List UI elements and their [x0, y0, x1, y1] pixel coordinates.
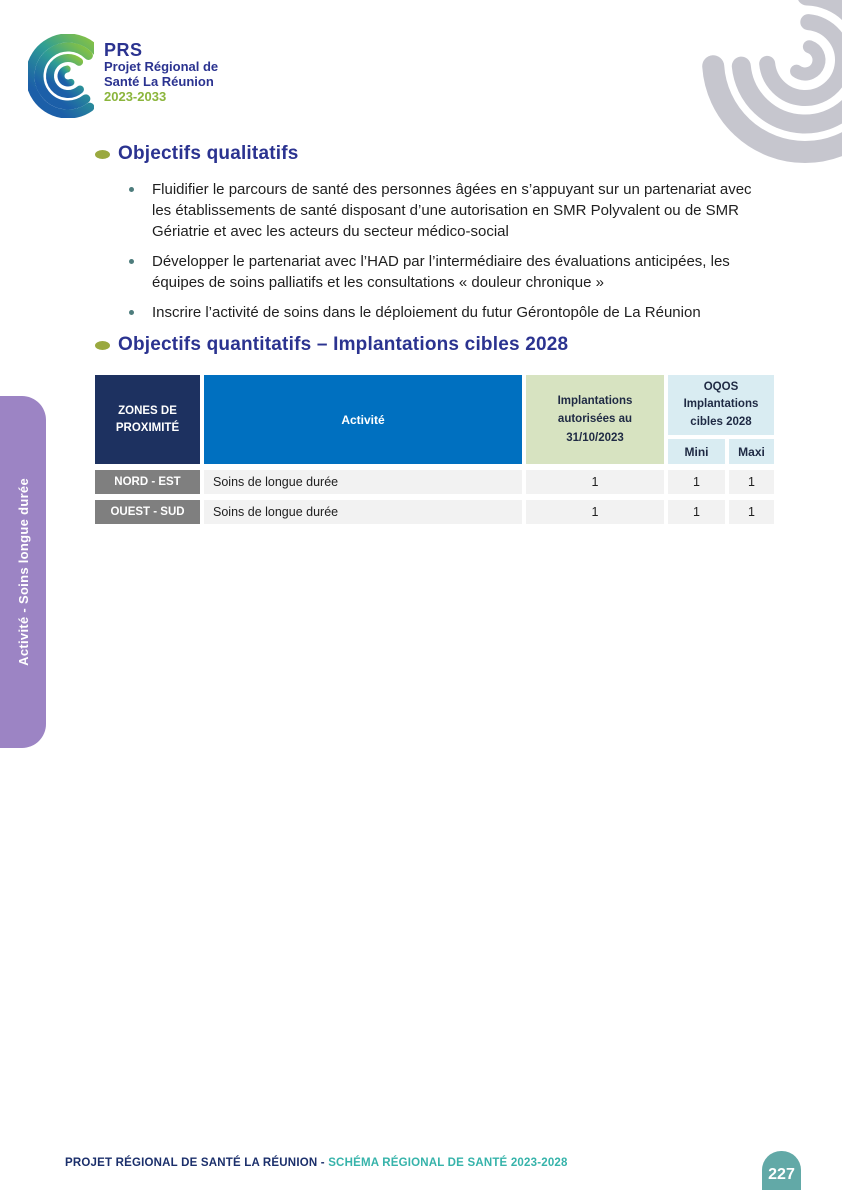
section-heading-quantitative — [95, 334, 772, 356]
row-mini: 1 — [668, 470, 725, 494]
logo-line2: Santé La Réunion — [104, 73, 214, 89]
page-number-badge — [762, 1151, 801, 1190]
row-authorized: 1 — [526, 470, 664, 494]
qualitative-title: Objectifs qualitatifs — [118, 143, 299, 164]
main-content — [95, 143, 772, 524]
footer-schema-label: SCHÉMA RÉGIONAL DE SANTÉ 2023-2028 — [328, 1157, 568, 1169]
prs-logo-arcs-icon — [28, 34, 94, 118]
footer-project-label: PROJET RÉGIONAL DE SANTÉ LA RÉUNION - — [65, 1157, 329, 1169]
row-maxi: 1 — [729, 500, 774, 524]
heading-bullet-icon — [95, 150, 110, 159]
implantations-table — [95, 375, 768, 524]
table-row — [95, 470, 768, 494]
list-item: Inscrire l’activité de soins dans le déploiement du futur Gérontopôle de La Réunion — [95, 302, 772, 323]
footer-text — [65, 1157, 568, 1169]
heading-bullet-icon — [95, 341, 110, 350]
table-header — [95, 375, 768, 464]
sidebar-section-tab — [0, 396, 46, 748]
sidebar-section-label: Activité - Soins longue durée — [15, 478, 31, 666]
list-item: Développer le partenariat avec l’HAD par l’intermédiaire des évaluations anticipées, les équipes de soins palliatifs et les consultations « douleur chronique » — [95, 251, 772, 293]
row-mini: 1 — [668, 500, 725, 524]
row-activity: Soins de longue durée — [204, 500, 522, 524]
header-maxi: Maxi — [729, 439, 774, 464]
prs-logo-text — [104, 34, 218, 118]
header-zones: ZONES DE PROXIMITÉ — [95, 375, 200, 464]
header-authorized: Implantations autorisées au 31/10/2023 — [526, 375, 664, 464]
row-activity: Soins de longue durée — [204, 470, 522, 494]
table-row — [95, 500, 768, 524]
logo-years: 2023-2033 — [104, 89, 167, 105]
prs-logo — [28, 34, 218, 118]
row-maxi: 1 — [729, 470, 774, 494]
header-oqos: OQOS Implantations cibles 2028 — [668, 375, 774, 435]
row-zone: OUEST - SUD — [95, 500, 200, 524]
header-mini: Mini — [668, 439, 725, 464]
section-heading-qualitative — [95, 143, 772, 165]
page-number: 227 — [768, 1166, 795, 1183]
qualitative-bullet-list — [95, 179, 772, 323]
header-activity: Activité — [204, 375, 522, 464]
row-authorized: 1 — [526, 500, 664, 524]
row-zone: NORD - EST — [95, 470, 200, 494]
list-item: Fluidifier le parcours de santé des personnes âgées en s’appuyant sur un partenariat avec les établissements de santé disposant d’une autorisation en SMR Polyvalent ou de SMR Gériatrie et avec les acteurs du secteur médico-social — [95, 179, 772, 242]
logo-line1: Projet Régional de — [104, 59, 219, 75]
logo-acronym: PRS — [104, 40, 143, 60]
quantitative-title: Objectifs quantitatifs – Implantations cibles 2028 — [118, 334, 569, 355]
